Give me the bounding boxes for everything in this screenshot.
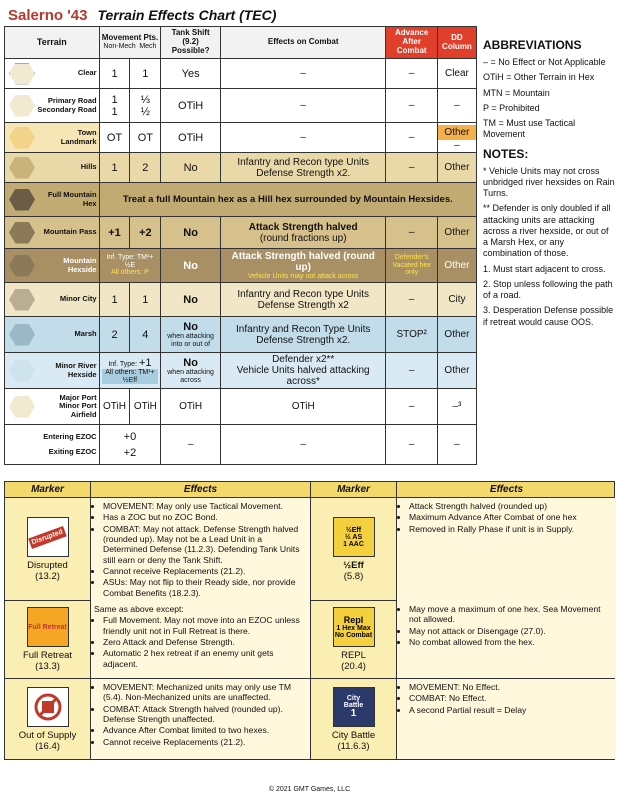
tank-shift: OTiH [161, 89, 221, 123]
dd-column: Other [437, 353, 476, 389]
terrain-name-3: Airfield [70, 409, 97, 419]
mountain-hexside-icon [9, 255, 35, 277]
marsh-tank-note: when attacking into or out of [167, 332, 214, 348]
marker-disrupted [5, 498, 91, 602]
table-row [5, 283, 477, 317]
tank-shift [161, 317, 221, 353]
title-bar [4, 4, 477, 26]
out-of-supply-counter-icon [27, 687, 69, 727]
tank-shift: OTiH [161, 389, 221, 425]
terrain-name: Marsh [74, 329, 97, 339]
effect-item: • A second Partial result = Delay [409, 705, 613, 715]
dd-column: Other [437, 317, 476, 353]
effect-item: • MOVEMENT: Mechanized units may only use TM (5.4). Non-Mechanized units are unaffected. [103, 682, 307, 703]
road-hex-icon [9, 95, 35, 117]
marker-ref: (20.4) [341, 661, 366, 672]
terrain-name: Minor River Hexside [55, 360, 97, 379]
terrain-name: Mountain Hexside [63, 255, 97, 274]
mech-cost: 1 [130, 59, 161, 89]
hills-hex-icon [9, 157, 35, 179]
tank-shift: No [161, 249, 221, 283]
repl-counter-line3: No Combat [334, 631, 373, 639]
markers-table [4, 481, 615, 760]
advance-effect: – [386, 217, 437, 249]
effect-item: • Has a ZOC but no ZOC Bond. [103, 512, 307, 522]
clear-hex-icon [9, 63, 35, 85]
abbreviation-item: P = Prohibited [483, 102, 540, 113]
combat-effect: OTiH [220, 389, 386, 425]
combat-effect [220, 217, 386, 249]
dd-column: –³ [437, 389, 476, 425]
note-item: * Vehicle Units may not cross unbridged river hexsides on Rain Turns. [483, 165, 615, 198]
terrain-name-2: Landmark [60, 136, 97, 146]
table-row [5, 353, 477, 389]
tank-shift [161, 353, 221, 389]
advance-effect: – [386, 153, 437, 183]
full-retreat-counter-icon [27, 607, 69, 647]
marker-ref: (11.6.3) [337, 740, 370, 752]
effect-item: • May move a maximum of one hex. Sea Movement not allowed. [409, 604, 613, 625]
exiting-ezoc-cost: +2 [123, 446, 137, 459]
advance-effect: – [386, 353, 437, 389]
header-marker-2: Marker [311, 482, 397, 497]
halfeff-counter-icon [333, 517, 375, 557]
advance-effect: – [386, 59, 437, 89]
game-name: Salerno [8, 6, 64, 24]
town-hex-icon [9, 127, 35, 149]
repl-counter-line1: Repl [343, 614, 364, 625]
terrain-cell [5, 425, 100, 465]
marker-out-of-supply [5, 679, 91, 759]
nonmech-cost [99, 89, 130, 123]
nonmech-cost: 1 [99, 59, 130, 89]
abbreviations-panel [483, 38, 615, 332]
city-battle-counter-line1: City [346, 694, 361, 702]
nonmech-cost: +1 [99, 217, 130, 249]
mech-cost: 1 [130, 283, 161, 317]
effect-item: • Automatic 2 hex retreat if an enemy unit gets adjacent. [103, 648, 307, 669]
full-mountain-rule: Treat a full Mountain hex as a Hill hex surrounded by Mountain Hexsides. [99, 183, 476, 217]
halfeff-counter-line2: ½ AS [344, 533, 363, 541]
movement-cost [99, 249, 161, 283]
effect-item: • Attack Strength halved (rounded up) [409, 501, 613, 511]
dd-column [437, 123, 476, 153]
note-item: ** Defender is only doubled if all attacking units are attacking across a river hexside, or out of a Marsh Hex, or any combination of those. [483, 203, 611, 259]
header-dd: DD Column [437, 27, 476, 59]
marker-label: Disrupted [27, 560, 68, 572]
effect-item: • MOVEMENT: May only use Tactical Movement. [103, 501, 307, 511]
terrain-name: Clear [77, 68, 97, 78]
abbreviation-item: TM = Must use Tactical Movement [483, 118, 576, 140]
combat-effect: – [220, 89, 386, 123]
note-item: 2. Stop unless following the path of a road. [483, 278, 613, 300]
note-item: 1. Must start adjacent to cross. [483, 263, 606, 274]
river-tank-no: No [183, 356, 198, 369]
landmark-dd: – [454, 139, 460, 151]
terrain-effects-chart [4, 4, 477, 465]
marker-label: ½Eff [343, 560, 364, 572]
combat-effect [220, 249, 386, 283]
effect-item: • Advance After Combat limited to two hexes. [103, 725, 307, 735]
movement-cost [99, 353, 161, 389]
dd-column: Other [437, 249, 476, 283]
port-hex-icon [9, 396, 35, 418]
mech-cost: OTiH [130, 389, 161, 425]
town-dd: Other [438, 125, 476, 140]
river-tank-note: when attacking across [167, 368, 214, 384]
mountain-pass-hex-icon [9, 222, 35, 244]
header-combat: Effects on Combat [220, 27, 386, 59]
marker-ref: (13.2) [35, 571, 60, 583]
secondary-road-mech: ½ [140, 105, 150, 118]
entering-ezoc-cost: +0 [123, 430, 137, 443]
combat-effect: Infantry and Recon type Units Defense Strength x2. [220, 153, 386, 183]
mech-cost: OT [130, 123, 161, 153]
terrain-name-2: Secondary Road [37, 104, 97, 114]
game-year: '43 [67, 6, 88, 24]
marker-ref: (16.4) [35, 740, 60, 752]
header-advance: Advance After Combat [386, 27, 437, 59]
tank-shift: Yes [161, 59, 221, 89]
nonmech-cost: 1 [99, 153, 130, 183]
marker-halfeff [311, 498, 397, 602]
dd-column: City [437, 283, 476, 317]
marker-full-retreat [5, 601, 91, 678]
header-marker: Marker [5, 482, 91, 497]
effect-item: • Cannot receive Replacements (21.2). [103, 566, 307, 576]
advance-effect: – [386, 89, 437, 123]
tank-shift: No [161, 217, 221, 249]
marker-row [5, 679, 614, 759]
terrain-name: Town [77, 127, 97, 137]
marker-ref: (13.3) [35, 661, 60, 672]
marker-label: Out of Supply [18, 729, 77, 741]
primary-road-nonmech: 1 [111, 93, 118, 106]
table-row [5, 123, 477, 153]
combat-effect: Infantry and Recon Type Units Defense Strength x2. [220, 317, 386, 353]
pass-combat-line1: Attack Strength halved [248, 221, 358, 233]
terrain-name-2: Exiting EZOC [48, 446, 97, 456]
marker-effects [397, 498, 616, 602]
dd-column: Other [437, 153, 476, 183]
header-tank-shift: Tank Shift (9.2) Possible? [161, 27, 221, 59]
effect-item: • Maximum Advance After Combat of one hex [409, 512, 613, 522]
advance-effect: – [386, 389, 437, 425]
terrain-name: Primary Road [47, 95, 97, 105]
hexside-combat-line2: Vehicle Units may not attack across [247, 272, 359, 280]
primary-road-mech: ⅓ [140, 93, 150, 106]
terrain-name-2: Minor Port [59, 401, 97, 411]
marker-effects [91, 679, 311, 759]
tank-shift: No [161, 283, 221, 317]
marker-repl [311, 601, 397, 678]
header-mech: Mech [139, 43, 157, 51]
river-combat-line1: Defender x2** [272, 354, 335, 365]
header-effects: Effects [91, 482, 311, 497]
nonmech-cost: 2 [99, 317, 130, 353]
river-combat-line2: Vehicle Units halved attacking across* [236, 365, 370, 387]
table-header-row [5, 27, 477, 59]
effect-item: • ASUs: May not flip to their Ready side, nor provide Combat Benefits (18.2.3). [103, 577, 307, 598]
advance-effect: Defender's Vacated hex only [386, 249, 437, 283]
marker-label: Full Retreat [22, 650, 73, 661]
terrain-name: Mountain Pass [43, 227, 97, 237]
tec-table [4, 26, 477, 465]
combat-effect: Infantry and Recon type Units Defense Strength x2 [220, 283, 386, 317]
dd-column: Other [437, 217, 476, 249]
abbreviations-heading: ABBREVIATIONS [483, 38, 582, 52]
table-row [5, 389, 477, 425]
chart-title: Terrain Effects Chart (TEC) [97, 7, 277, 23]
combat-effect: – [220, 123, 386, 153]
table-row [5, 183, 477, 217]
marker-effects [91, 601, 311, 678]
repl-counter-icon [333, 607, 375, 647]
terrain-name: Hills [80, 162, 97, 172]
abbreviation-item: MTN = Mountain [483, 87, 550, 98]
city-battle-counter-line3: 1 [350, 707, 357, 719]
marker-effects [397, 679, 616, 759]
effect-item: • Full Movement. May not move into an EZOC unless friendly unit not in Full Retreat is there. [103, 615, 307, 636]
river-hexside-icon [9, 360, 35, 382]
dd-column: Clear [437, 59, 476, 89]
header-effects-2: Effects [489, 484, 524, 495]
table-row [5, 317, 477, 353]
advance-effect: – [386, 425, 437, 465]
header-nonmech: Non-Mech [103, 43, 136, 51]
repl-counter-line2: 1 Hex Max [336, 624, 371, 632]
combat-effect: – [220, 59, 386, 89]
terrain-name: Entering EZOC [43, 431, 97, 441]
header-terrain: Terrain [5, 27, 100, 59]
markers-header [5, 482, 614, 498]
mech-cost [130, 89, 161, 123]
combat-effect [220, 353, 386, 389]
marker-row [5, 601, 614, 679]
terrain-name: Full Mountain Hex [47, 189, 97, 208]
notes-heading: NOTES: [483, 146, 529, 161]
nonmech-cost: OT [99, 123, 130, 153]
combat-effect: – [220, 425, 386, 465]
secondary-road-nonmech: 1 [111, 105, 118, 118]
effect-item: • MOVEMENT: No Effect. [409, 682, 613, 692]
effect-item: • COMBAT: Attack Strength halved (rounded up). Defense Strength unaffected. [103, 704, 307, 725]
marsh-hex-icon [9, 324, 35, 346]
hexside-inf-cost: Inf. Type: TM¹+ ½E [106, 253, 154, 269]
nonmech-cost: OTiH [99, 389, 130, 425]
marker-row [5, 498, 614, 601]
halfeff-counter-line3: 1 AAC [343, 540, 364, 548]
tank-shift: No [161, 153, 221, 183]
marker-label: City Battle [331, 729, 376, 741]
hexside-combat-line1: Attack Strength halved (round up) [231, 250, 375, 273]
table-row [5, 217, 477, 249]
effect-item: • Removed in Rally Phase if unit is in Supply. [409, 524, 613, 534]
pass-combat-line2: (round fractions up) [259, 232, 347, 244]
marker-effects [397, 601, 616, 678]
effect-item: • Cannot receive Replacements (21.2). [103, 737, 307, 747]
hexside-all-cost: All others: P [111, 269, 149, 277]
effect-item: • No combat allowed from the hex. [409, 637, 613, 647]
header-movement [99, 27, 161, 59]
city-battle-counter-icon [333, 687, 375, 727]
copyright-footer: © 2021 GMT Games, LLC [268, 786, 351, 793]
marker-effects [91, 498, 311, 602]
advance-effect: – [386, 123, 437, 153]
dd-column: – [437, 425, 476, 465]
terrain-name: Major Port [59, 392, 97, 402]
marker-ref: (5.8) [343, 571, 364, 583]
halfeff-counter-line1: ½Eff [345, 526, 362, 534]
effect-item: • COMBAT: May not attack. Defense Strength halved (rounded up). May not be a Lead Unit in a Determined Defense (11.2.3). Defending Tank Units still earn or deny the Tank Shift. [103, 524, 307, 565]
note-item: 3. Desperation Defense possible if retreat would cause OOS. [483, 305, 614, 327]
table-row [5, 249, 477, 283]
marker-city-battle [311, 679, 397, 759]
abbreviation-item: OTiH = Other Terrain in Hex [483, 72, 595, 83]
marsh-tank-no: No [183, 320, 198, 333]
full-retreat-counter-text: Full Retreat [28, 623, 67, 631]
effect-item: • Zero Attack and Defense Strength. [103, 637, 307, 647]
table-row [5, 59, 477, 89]
effect-lead: Same as above except: [94, 604, 184, 614]
mech-cost: 4 [130, 317, 161, 353]
header-movement-label: Movement Pts. [101, 33, 159, 43]
terrain-name: Minor City [59, 294, 97, 304]
movement-cost [99, 425, 161, 465]
mech-cost: 2 [130, 153, 161, 183]
disrupted-counter-icon [27, 517, 69, 557]
dd-column: – [437, 89, 476, 123]
table-row [5, 153, 477, 183]
city-battle-counter-line2: Battle [343, 701, 364, 709]
abbreviation-item: – = No Effect or Not Applicable [483, 57, 606, 67]
minor-city-hex-icon [9, 289, 35, 311]
table-row [5, 425, 477, 465]
effect-item: • COMBAT: No Effect. [409, 693, 613, 703]
nonmech-cost: 1 [99, 283, 130, 317]
tank-shift: OTiH [161, 123, 221, 153]
marker-label: REPL [341, 650, 366, 661]
river-inf-cost: +1 [138, 356, 152, 369]
mountain-hex-icon [9, 189, 35, 211]
advance-effect: – [386, 283, 437, 317]
mech-cost: +2 [130, 217, 161, 249]
river-all-cost: All others: TM¹+ ½Eff [102, 369, 159, 384]
disrupted-counter-text: Disrupted [28, 526, 66, 549]
tank-shift: – [161, 425, 221, 465]
river-inf-label: Inf. Type: [108, 360, 138, 368]
advance-effect: STOP² [386, 317, 437, 353]
game-title [8, 7, 87, 24]
effect-item: • May not attack or Disengage (27.0). [409, 626, 613, 636]
no-supply-icon [33, 692, 63, 722]
table-row [5, 89, 477, 123]
